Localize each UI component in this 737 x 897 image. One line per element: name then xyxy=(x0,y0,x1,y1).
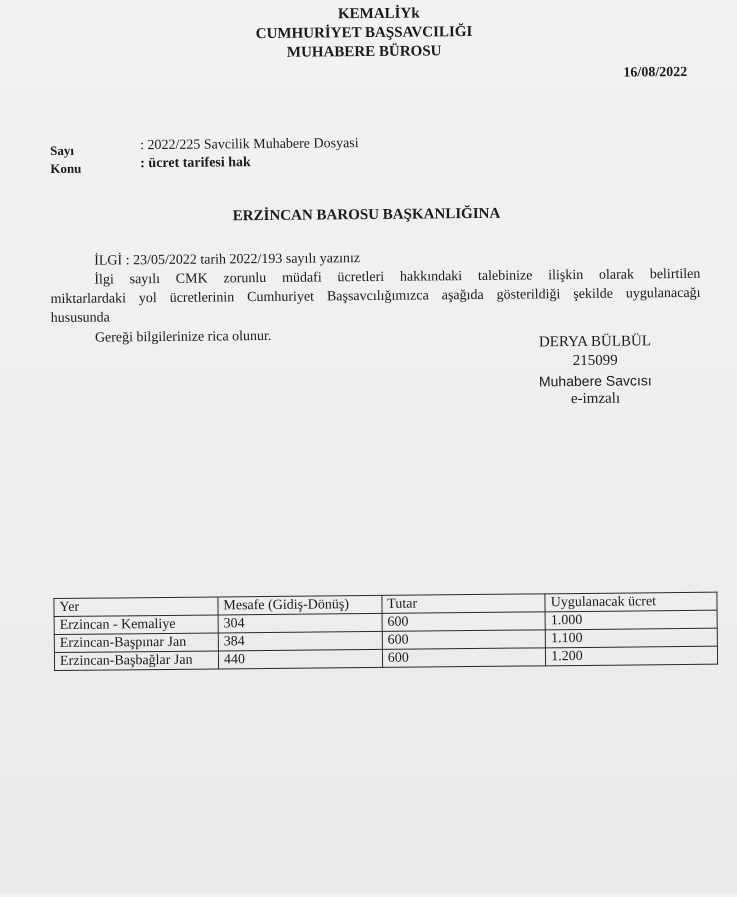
table-header: Mesafe (Gidiş-Dönüş) xyxy=(218,595,382,615)
table-header: Uygulanacak ücret xyxy=(545,592,717,612)
table-cell: 600 xyxy=(382,648,546,668)
ilgi-line: İLGİ : 23/05/2022 tarih 2022/193 sayılı yazınız xyxy=(94,251,361,269)
sayi-value: : 2022/225 Savcilik Muhabere Dosyasi xyxy=(139,136,359,154)
header-line-1: KEMALİYk xyxy=(337,5,420,23)
paragraph-line-3: hususunda xyxy=(50,310,110,327)
header-line-3: MUHABERE BÜROSU xyxy=(286,43,442,61)
konu-value: : ücret tarifesi hak xyxy=(140,155,251,172)
table-header: Tutar xyxy=(382,594,546,614)
paragraph-line-1: İlgi sayılı CMK zorunlu müdafi ücretleri hakkındaki talebinize ilişkin olarak belirtilen xyxy=(94,266,701,288)
table-cell: 1.100 xyxy=(545,628,717,648)
table-cell: 384 xyxy=(218,631,382,651)
signatory-number: 215099 xyxy=(572,352,618,370)
table-cell: 600 xyxy=(382,612,546,632)
addressee-title: ERZİNCAN BAROSU BAŞKANLIĞINA xyxy=(232,205,501,225)
fee-table xyxy=(53,592,718,671)
closing-line: Gereği bilgilerinize rica olunur. xyxy=(94,328,272,346)
document-date: 16/08/2022 xyxy=(623,64,688,81)
sayi-label: Sayı xyxy=(50,142,75,159)
table-cell: 304 xyxy=(218,613,382,633)
table-cell: 440 xyxy=(218,649,382,669)
signatory-role: Muhabere Savcısı xyxy=(538,372,652,390)
table-cell: 600 xyxy=(382,630,546,650)
header-line-2: CUMHURİYET BAŞSAVCILIĞI xyxy=(255,23,473,43)
table-cell: 1.200 xyxy=(546,646,718,666)
signatory-name: DERYA BÜLBÜL xyxy=(538,333,652,351)
paragraph-line-2: miktarlardaki yol ücretlerinin Cumhuriyet Başsavcılığımızca aşağıda gösterildiği şekilde uygulanacağı xyxy=(50,285,701,308)
table-cell: Erzincan-Başbağlar Jan xyxy=(54,651,218,671)
table-cell: Erzincan-Başpınar Jan xyxy=(54,633,218,653)
konu-label: Konu xyxy=(50,160,82,177)
table-cell: Erzincan - Kemaliye xyxy=(54,615,218,635)
table-header: Yer xyxy=(54,597,218,617)
e-signature-note: e-imzalı xyxy=(570,390,621,408)
table-cell: 1.000 xyxy=(545,610,717,630)
